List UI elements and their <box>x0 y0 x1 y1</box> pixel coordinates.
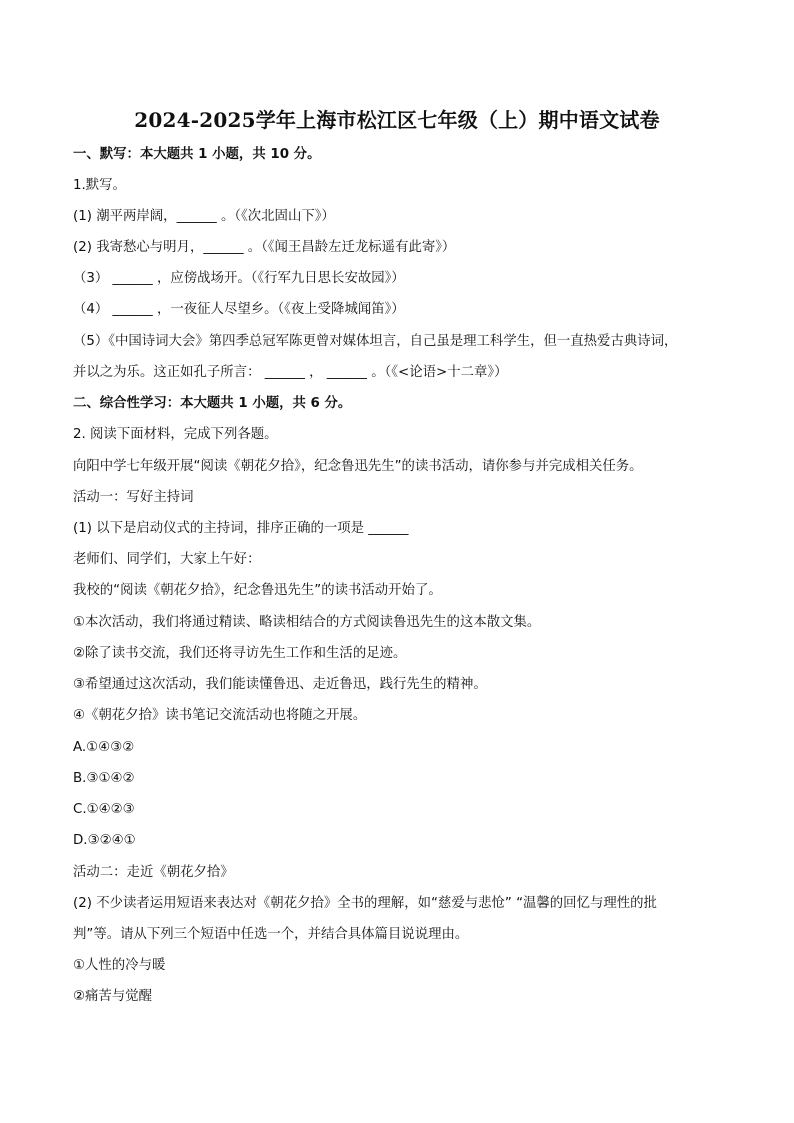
phrase-option-1: ①人性的冷与暖 <box>73 958 166 973</box>
option-b: B.③①④② <box>73 771 135 786</box>
host-speech-line: 我校的“阅读《朝花夕拾》，纪念鲁迅先生”的读书活动开始了。 <box>73 583 442 598</box>
host-speech-line: 老师们、同学们，大家上午好： <box>73 552 261 567</box>
section-2-heading: 二、综合性学习：本大题共 1 小题，共 6 分。 <box>73 396 352 411</box>
question-1-item-2: (2) 我寄愁心与明月，______ 。（《闻王昌龄左迁龙标遥有此寄》） <box>73 240 456 255</box>
material-intro: 向阳中学七年级开展“阅读《朝花夕拾》，纪念鲁迅先生”的读书活动，请你参与并完成相关任务。 <box>73 459 643 474</box>
sentence-2: ②除了读书交流，我们还将寻访先生工作和生活的足迹。 <box>73 646 407 661</box>
activity-1-heading: 活动一：写好主持词 <box>73 490 194 505</box>
question-2-stem: 2. 阅读下面材料，完成下列各题。 <box>73 427 278 442</box>
question-1-item-4: （4） ______ ，一夜征人尽望乡。（《夜上受降城闻笛》） <box>73 302 405 317</box>
phrase-option-2: ②痛苦与觉醒 <box>73 989 152 1004</box>
question-2-2: (2) 不少读者运用短语来表达对《朝花夕拾》全书的理解，如“慈爱与悲怆” “温馨的回忆与理性的批 <box>73 896 657 911</box>
question-2-2-cont: 判”等。请从下列三个短语中任选一个，并结合具体篇目说说理由。 <box>73 927 469 942</box>
section-1-heading: 一、默写：本大题共 1 小题，共 10 分。 <box>73 147 321 162</box>
exam-title: 2024-2025学年上海市松江区七年级（上）期中语文试卷 <box>134 108 660 132</box>
sentence-1: ①本次活动，我们将通过精读、略读相结合的方式阅读鲁迅先生的这本散文集。 <box>73 615 541 630</box>
question-2-1: (1) 以下是启动仪式的主持词，排序正确的一项是 ______ <box>73 521 409 536</box>
option-c: C.①④②③ <box>73 802 135 817</box>
activity-2-heading: 活动二：走近《朝花夕拾》 <box>73 865 234 880</box>
sentence-3: ③希望通过这次活动，我们能读懂鲁迅、走近鲁迅，践行先生的精神。 <box>73 677 487 692</box>
question-1-item-5: （5）《中国诗词大会》第四季总冠军陈更曾对媒体坦言，自己虽是理工科学生，但一直热爱古典诗词， <box>73 334 678 349</box>
question-1-item-3: （3） ______ ，应傍战场开。（《行军九日思长安故园》） <box>73 271 405 286</box>
option-a: A.①④③② <box>73 740 135 755</box>
question-1-item-1: (1) 潮平两岸阔，______ 。（《次北固山下》） <box>73 209 335 224</box>
option-d: D.③②④① <box>73 833 136 848</box>
sentence-4: ④《朝花夕拾》读书笔记交流活动也将随之开展。 <box>73 708 367 723</box>
question-1-item-5-cont: 并以之为乐。这正如孔子所言： ______ ， ______ 。（《<论语>十二章》） <box>73 365 508 380</box>
question-1-stem: 1.默写。 <box>73 178 126 193</box>
